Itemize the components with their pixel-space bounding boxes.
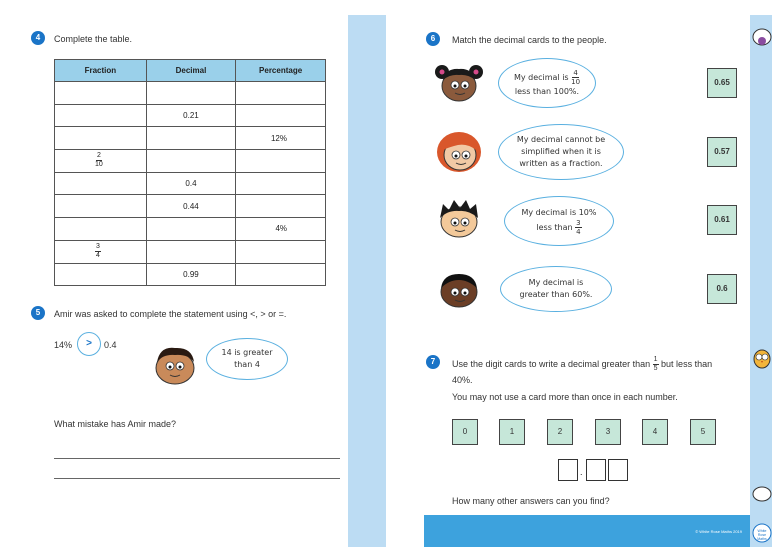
- svg-text:Maths: Maths: [757, 537, 767, 541]
- left-page: [0, 0, 348, 547]
- girl-face-icon: [434, 60, 484, 104]
- cell-decimal[interactable]: [146, 240, 236, 263]
- question-7-prompt: How many other answers can you find?: [452, 496, 610, 506]
- copyright-text: © White Rose Maths 2019: [695, 529, 742, 534]
- cell-decimal[interactable]: [146, 218, 236, 241]
- answer-line-2[interactable]: [54, 478, 340, 479]
- thinking-cloud-icon: [752, 26, 772, 48]
- digit-card-2[interactable]: 2: [547, 419, 573, 445]
- white-rose-logo-icon: [752, 522, 772, 544]
- table-row: [55, 195, 326, 218]
- table-header-fraction: Fraction: [55, 60, 147, 82]
- digit-card-3[interactable]: 3: [595, 419, 621, 445]
- footer-bar: [424, 515, 750, 547]
- ginger-girl-face-icon: [434, 128, 484, 172]
- question-7-rule: You may not use a card more than once in each number.: [452, 392, 678, 402]
- cell-decimal[interactable]: 0.99: [146, 263, 236, 286]
- speech-cloud-icon: [752, 484, 772, 504]
- cell-fraction[interactable]: $\frac{3}{4}$: [55, 240, 147, 263]
- comparison-left-value: 14%: [54, 340, 73, 350]
- amir-face-icon: [150, 342, 200, 386]
- dark-boy-face-icon: [434, 266, 484, 310]
- owl-icon: [752, 348, 772, 370]
- cell-percentage[interactable]: [236, 82, 326, 105]
- right-page: [386, 0, 772, 547]
- speech-bubble-1: My decimal is $\frac{4}{10}$ less than 100%.: [498, 58, 596, 108]
- decimal-point: .: [580, 467, 583, 477]
- question-7-instruction: Use the digit cards to write a decimal greater than $\frac{1}{5}$ but less than 40%.: [452, 356, 713, 385]
- cell-decimal[interactable]: [146, 82, 236, 105]
- speech-bubble-2: My decimal cannot be simplified when it is written as a fraction.: [498, 124, 624, 180]
- cell-fraction[interactable]: [55, 127, 147, 150]
- cell-fraction[interactable]: [55, 218, 147, 241]
- cell-fraction[interactable]: [55, 82, 147, 105]
- table-row: [55, 172, 326, 195]
- question-5-prompt: What mistake has Amir made?: [54, 419, 177, 429]
- table-row: [55, 82, 326, 105]
- cell-fraction[interactable]: $\frac{2}{10}$: [55, 150, 147, 173]
- table-row: [55, 240, 326, 263]
- cell-fraction[interactable]: [55, 195, 147, 218]
- decimal-card-3[interactable]: 0.61: [707, 205, 737, 235]
- right-gutter: [750, 15, 772, 547]
- answer-slot-2[interactable]: [586, 459, 606, 481]
- cell-percentage[interactable]: [236, 240, 326, 263]
- answer-slot-3[interactable]: [608, 459, 628, 481]
- question-4-instruction: Complete the table.: [54, 34, 133, 44]
- table-row: [55, 218, 326, 241]
- table-row: [55, 150, 326, 173]
- table-row: [55, 104, 326, 127]
- question-7-number: 7: [426, 355, 440, 369]
- speech-bubble-4: My decimal is greater than 60%.: [500, 266, 612, 312]
- decimal-card-2[interactable]: 0.57: [707, 137, 737, 167]
- question-6-number: 6: [426, 32, 440, 46]
- question-5-number: 5: [31, 306, 45, 320]
- cell-fraction[interactable]: [55, 263, 147, 286]
- cell-fraction[interactable]: [55, 172, 147, 195]
- table-header-percentage: Percentage: [236, 60, 326, 82]
- answer-line-1[interactable]: [54, 458, 340, 459]
- decimal-card-1[interactable]: 0.65: [707, 68, 737, 98]
- digit-card-4[interactable]: 4: [642, 419, 668, 445]
- svg-text:Rose: Rose: [757, 533, 767, 537]
- svg-text:White: White: [757, 529, 767, 533]
- table-header-decimal: Decimal: [146, 60, 236, 82]
- cell-decimal[interactable]: 0.4: [146, 172, 236, 195]
- answer-slot-1[interactable]: [558, 459, 578, 481]
- cell-decimal[interactable]: 0.21: [146, 104, 236, 127]
- cell-decimal[interactable]: 0.44: [146, 195, 236, 218]
- boy-face-icon: [434, 196, 484, 240]
- cell-percentage[interactable]: [236, 150, 326, 173]
- cell-percentage[interactable]: [236, 172, 326, 195]
- speech-bubble-3: My decimal is 10% less than $\frac{3}{4}$: [504, 196, 614, 246]
- decimal-card-4[interactable]: 0.6: [707, 274, 737, 304]
- cell-fraction[interactable]: [55, 104, 147, 127]
- cell-decimal[interactable]: [146, 150, 236, 173]
- cell-percentage[interactable]: [236, 263, 326, 286]
- question-4-number: 4: [31, 31, 45, 45]
- question-5-instruction: Amir was asked to complete the statement using <, > or =.: [54, 309, 287, 319]
- amir-speech-bubble: 14 is greater than 4: [206, 338, 288, 380]
- conversion-table: [54, 59, 326, 286]
- page-gutter: [348, 15, 386, 547]
- cell-decimal[interactable]: [146, 127, 236, 150]
- comparison-symbol: >: [77, 332, 101, 356]
- digit-card-0[interactable]: 0: [452, 419, 478, 445]
- table-row: [55, 127, 326, 150]
- cell-percentage[interactable]: 4%: [236, 218, 326, 241]
- table-row: [55, 263, 326, 286]
- cell-percentage[interactable]: [236, 195, 326, 218]
- cell-percentage[interactable]: [236, 104, 326, 127]
- question-6-instruction: Match the decimal cards to the people.: [452, 35, 607, 45]
- comparison-right-value: 0.4: [104, 340, 117, 350]
- cell-percentage[interactable]: 12%: [236, 127, 326, 150]
- digit-card-5[interactable]: 5: [690, 419, 716, 445]
- digit-card-1[interactable]: 1: [499, 419, 525, 445]
